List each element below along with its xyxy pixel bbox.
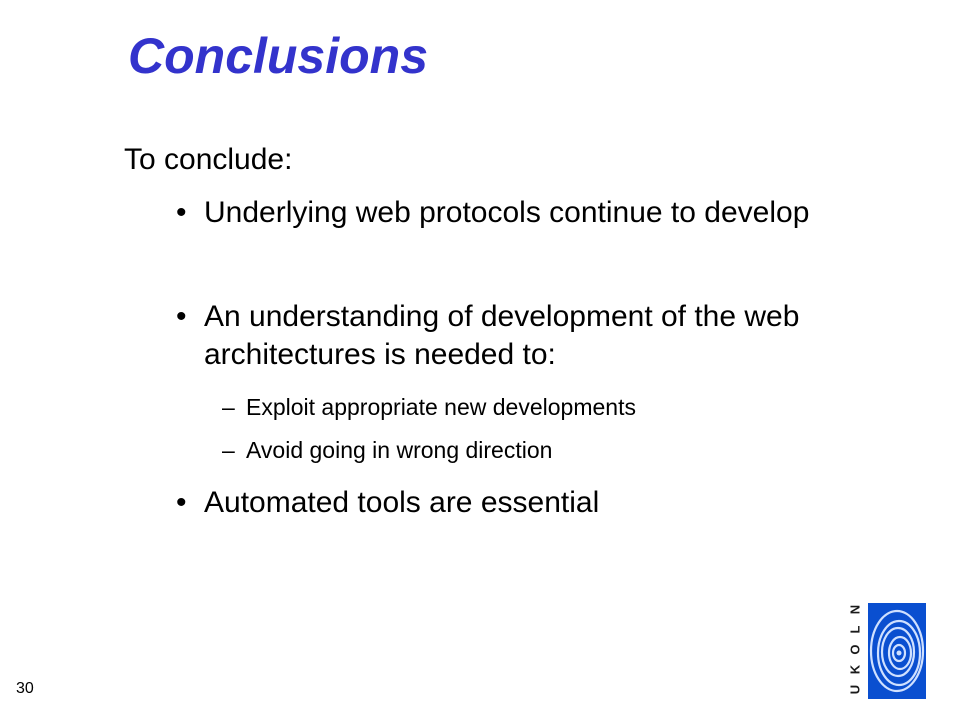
- eye-icon: [868, 603, 926, 699]
- logo-letter: N: [847, 604, 863, 615]
- logo-letters: [846, 600, 866, 702]
- slide-title: Conclusions: [128, 28, 429, 84]
- bullet-marker: •: [176, 486, 187, 519]
- slide-number: 30: [16, 680, 34, 697]
- sub-item-marker: –: [222, 437, 235, 463]
- logo-letter: K: [847, 664, 863, 675]
- bullet-text: An understanding of development of the web architectures is needed to:: [204, 300, 800, 371]
- ukoln-logo: [846, 600, 928, 702]
- bullet-text: Automated tools are essential: [204, 486, 600, 519]
- bullet-marker: •: [176, 300, 187, 333]
- intro-text: To conclude:: [124, 143, 293, 176]
- logo-letter: U: [847, 684, 863, 695]
- bullet-text: Underlying web protocols continue to develop: [204, 196, 810, 229]
- sub-item-text: Exploit appropriate new developments: [246, 394, 636, 420]
- bullet-marker: •: [176, 196, 187, 229]
- sub-item-text: Avoid going in wrong direction: [246, 437, 553, 463]
- logo-letter: L: [847, 625, 863, 634]
- logo-letter: O: [847, 644, 863, 655]
- sub-item-marker: –: [222, 394, 235, 420]
